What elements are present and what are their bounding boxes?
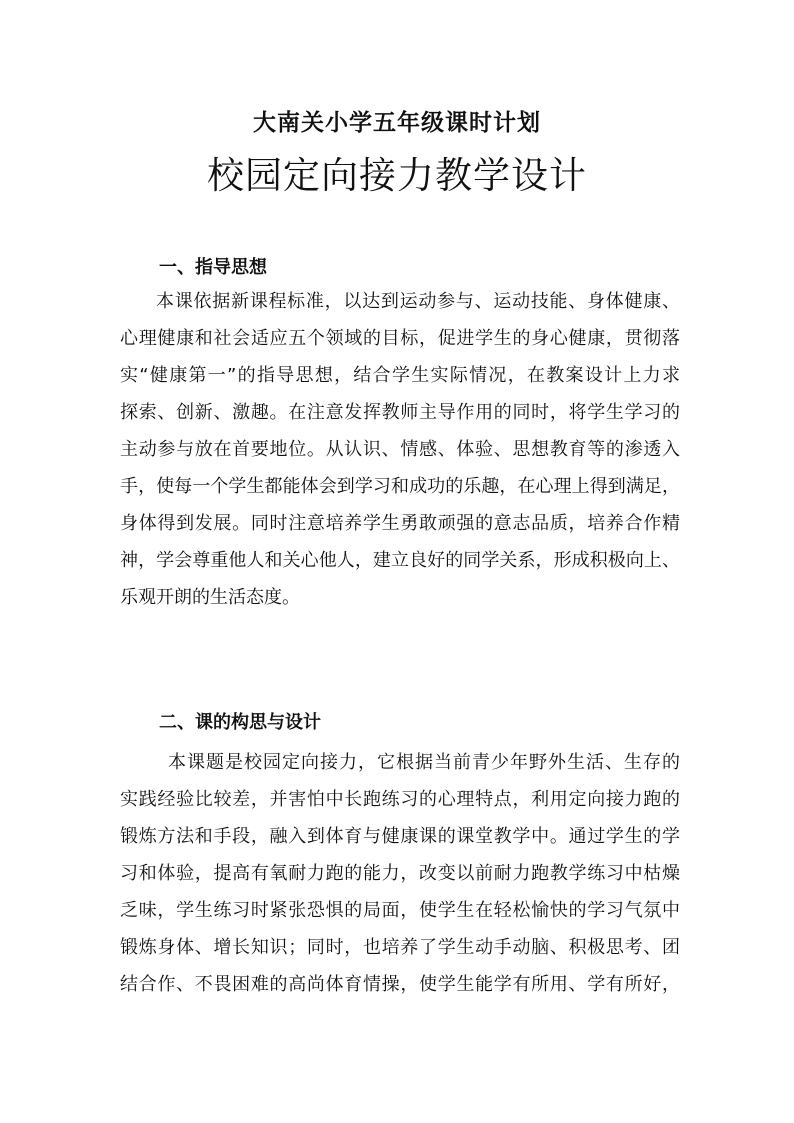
text-line: 神，学会尊重他人和关心他人，建立良好的同学关系，形成积极向上、	[120, 550, 680, 571]
text-line: 锻炼方法和手段，融入到体育与健康课的课堂教学中。通过学生的学	[120, 826, 680, 847]
text-line: 主动参与放在首要地位。从认识、情感、体验、思想教育等的渗透入	[120, 439, 680, 460]
text-line: 乏味，学生练习时紧张恐惧的局面，使学生在轻松愉快的学习气氛中	[120, 900, 680, 921]
text-line: 实“健康第一”的指导思想，结合学生实际情况，在教案设计上力求	[120, 365, 680, 386]
text-line: 结合作、不畏困难的高尚体育情操，使学生能学有所用、学有所好，	[120, 974, 680, 995]
text-line: 锻炼身体、增长知识；同时，也培养了学生动手动脑、积极思考、团	[120, 937, 680, 958]
text-line: 探索、创新、激趣。在注意发挥教师主导作用的同时，将学生学习的	[120, 402, 680, 423]
text-line: 乐观开朗的生活态度。	[120, 587, 300, 608]
section-heading-course-design: 二、课的构思与设计	[159, 712, 321, 733]
page-title: 校园定向接力教学设计	[207, 154, 587, 197]
text-line: 心理健康和社会适应五个领域的目标，促进学生的身心健康，贯彻落	[120, 328, 680, 349]
text-line: 习和体验，提高有氧耐力跑的能力，改变以前耐力跑教学练习中枯燥	[120, 863, 680, 884]
text-line: 本课依据新课程标准，以达到运动参与、运动技能、身体健康、	[156, 291, 680, 312]
text-line: 手，使每一个学生都能体会到学习和成功的乐趣，在心理上得到满足，	[120, 476, 680, 497]
section-heading-guiding-ideology: 一、指导思想	[159, 257, 267, 278]
text-line: 本课题是校园定向接力，它根据当前青少年野外生活、生存的	[168, 752, 680, 773]
text-line: 实践经验比较差，并害怕中长跑练习的心理特点，利用定向接力跑的	[120, 789, 680, 810]
paragraph-guiding-ideology	[120, 283, 680, 616]
school-title: 大南关小学五年级课时计划	[253, 109, 541, 136]
paragraph-course-design	[120, 744, 680, 1003]
text-line: 身体得到发展。同时注意培养学生勇敢顽强的意志品质，培养合作精	[120, 513, 680, 534]
